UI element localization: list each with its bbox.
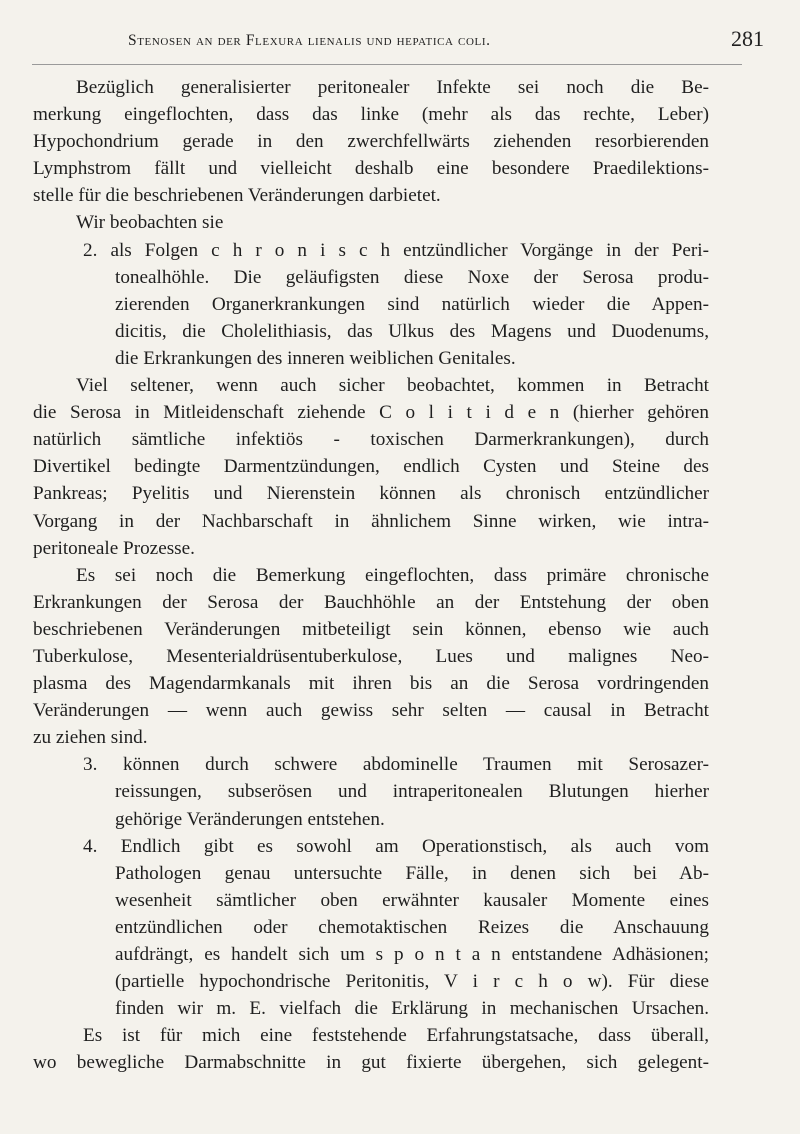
text-line: aufdrängt, es handelt sich um s p o n t a n entstandene Adhäsionen;: [115, 944, 709, 965]
text-line: dicitis, die Cholelithiasis, das Ulkus des Magens und Duodenums,: [115, 320, 709, 342]
text-line: Vorgang in der Nachbarschaft in ähnlichem Sinne wirken, wie intra-: [33, 510, 709, 532]
text-line: tonealhöhle. Die geläufigsten diese Noxe der Serosa produ-: [115, 266, 709, 288]
text-line: die Serosa in Mitleidenschaft ziehende C o l i t i d e n (hierher gehören: [33, 402, 709, 424]
text-line: zierenden Organerkrankungen sind natürlich wieder die Appen-: [115, 293, 709, 315]
text-line: wo bewegliche Darmabschnitte in gut fixierte übergehen, sich gelegent-: [33, 1052, 709, 1074]
text-line: Es sei noch die Bemerkung eingeflochten, dass primäre chronische: [76, 564, 709, 586]
text-line: wesenheit sämtlicher oben erwähnter kausaler Momente eines: [115, 889, 709, 911]
text-line: 2. als Folgen c h r o n i s c h entzündlicher Vorgänge in der Peri-: [83, 239, 709, 261]
text-line: Pathologen genau untersuchte Fälle, in denen sich bei Ab-: [115, 862, 709, 884]
text-line: Hypochondrium gerade in den zwerchfellwärts ziehenden resorbierenden: [33, 131, 709, 153]
page-header: [32, 28, 768, 62]
text-line: Lymphstrom fällt und vielleicht deshalb eine besondere Praedilektions-: [33, 158, 709, 180]
text-line: (partielle hypochondrische Peritonitis, V i r c h o w). Für diese: [115, 971, 709, 993]
text-line: merkung eingeflochten, dass das linke (mehr als das rechte, Leber): [33, 104, 709, 126]
text-line: peritoneale Prozesse.: [33, 537, 195, 559]
text-line: stelle für die beschriebenen Veränderungen darbietet.: [33, 185, 441, 207]
text-line: 3. können durch schwere abdominelle Traumen mit Serosazer-: [83, 754, 709, 776]
text-line: zu ziehen sind.: [33, 727, 148, 749]
text-line: Veränderungen — wenn auch gewiss sehr selten — causal in Betracht: [33, 700, 709, 722]
text-line: Viel seltener, wenn auch sicher beobachtet, kommen in Betracht: [76, 375, 709, 397]
page-number: 281: [731, 26, 764, 51]
text-line: plasma des Magendarmkanals mit ihren bis an die Serosa vordringenden: [33, 673, 709, 695]
text-line: gehörige Veränderungen entstehen.: [115, 808, 385, 830]
text-line: die Erkrankungen des inneren weiblichen Genitales.: [115, 347, 516, 369]
text-line: Bezüglich generalisierter peritonealer Infekte sei noch die Be-: [76, 77, 709, 98]
text-line: Divertikel bedingte Darmentzündungen, endlich Cysten und Steine des: [33, 456, 709, 478]
text-line: Tuberkulose, Mesenterialdrüsentuberkulose, Lues und malignes Neo-: [33, 645, 709, 667]
text-line: beschriebenen Veränderungen mitbeteiligt sein können, ebenso wie auch: [33, 618, 709, 640]
text-line: finden wir m. E. vielfach die Erklärung in mechanischen Ursachen.: [115, 998, 709, 1020]
text-line: reissungen, subserösen und intraperitonealen Blutungen hierher: [115, 781, 709, 803]
text-line: entzündlichen oder chemotaktischen Reizes die Anschauung: [115, 916, 709, 938]
body-text: [33, 74, 709, 1076]
running-head: Stenosen an der Flexura lienalis und hepatica coli.: [128, 32, 491, 49]
text-line: Pankreas; Pyelitis und Nierenstein können als chronisch entzündlicher: [33, 483, 709, 505]
header-rule: [32, 64, 742, 65]
text-line: Erkrankungen der Serosa der Bauchhöhle an der Entstehung der oben: [33, 591, 709, 613]
text-line: Wir beobachten sie: [76, 212, 224, 234]
text-line: natürlich sämtliche infektiös - toxischen Darmerkrankungen), durch: [33, 429, 709, 451]
text-line: 4. Endlich gibt es sowohl am Operationstisch, als auch vom: [83, 835, 709, 857]
text-line: Es ist für mich eine feststehende Erfahrungstatsache, dass überall,: [83, 1025, 709, 1047]
